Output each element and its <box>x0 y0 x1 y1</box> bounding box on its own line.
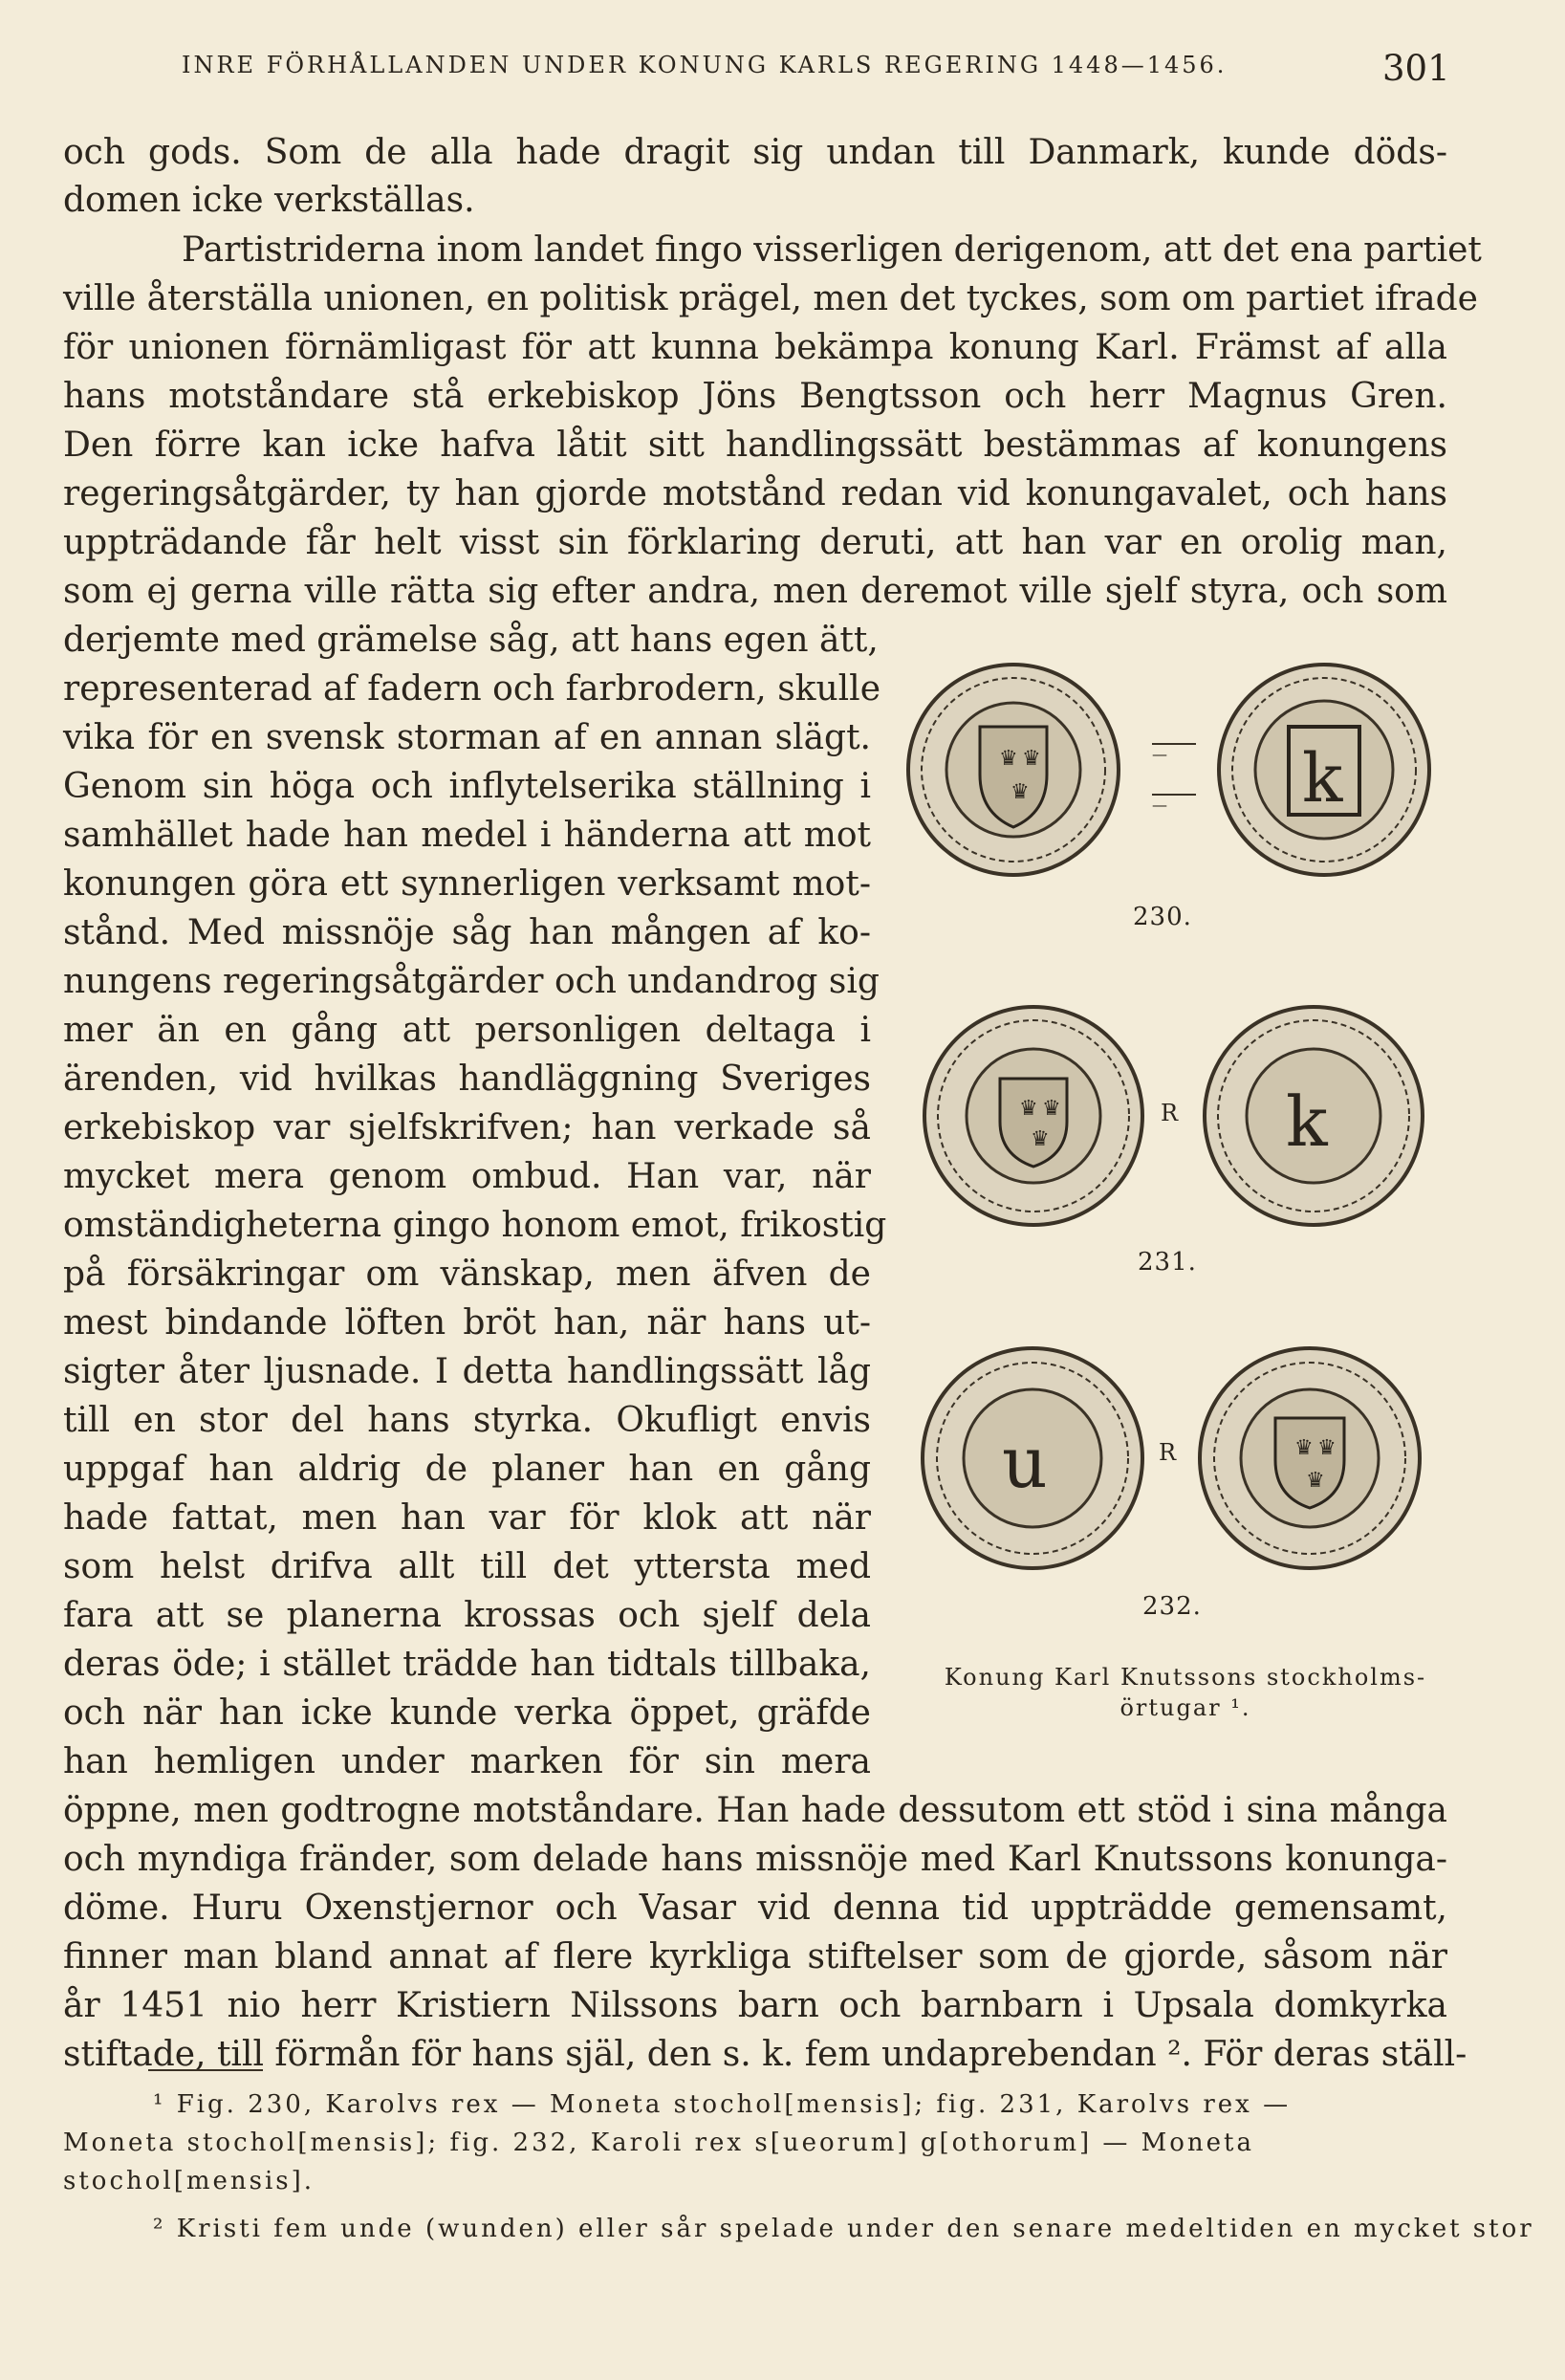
text-line: uppträdande får helt visst sin förklaring deruti, att han var en orolig man, <box>63 523 1447 562</box>
svg-text:♛: ♛ <box>999 747 1018 771</box>
svg-text:♛: ♛ <box>1317 1436 1337 1460</box>
text-line: derjemte med grämelse såg, att hans egen ätt, <box>63 621 879 660</box>
svg-text:k: k <box>1286 1081 1328 1162</box>
figure-dash: — <box>1152 794 1196 814</box>
figure-label-230: 230. <box>1133 903 1192 931</box>
footnote-2: ² Kristi fem unde (wunden) eller sår spelade under den senare medeltiden en mycket stor <box>153 2215 1534 2243</box>
text-line: hans motståndare stå erkebiskop Jöns Bengtsson och herr Magnus Gren. <box>63 377 1447 416</box>
text-line: mest bindande löften bröt han, när hans ut- <box>63 1303 871 1343</box>
figure-mark: R <box>1159 1439 1177 1466</box>
coin-230-reverse <box>1214 660 1434 880</box>
text-line: Den förre kan icke hafva låtit sitt handlingssätt bestämmas af konungens <box>63 426 1447 465</box>
text-line: mer än en gång att personligen deltaga i <box>63 1011 871 1050</box>
text-line: mycket mera genom ombud. Han var, när <box>63 1157 871 1196</box>
text-line: sigter åter ljusnade. I detta handlingssätt låg <box>63 1352 871 1391</box>
svg-text:k: k <box>1302 739 1343 818</box>
coin-230-obverse <box>903 660 1123 880</box>
text-line: för unionen förnämligast för att kunna bekämpa konung Karl. Främst af alla <box>63 328 1447 367</box>
text-line: fara att se planerna krossas och sjelf dela <box>63 1596 871 1635</box>
text-line: och myndiga fränder, som delade hans missnöje med Karl Knutssons konunga- <box>63 1840 1447 1879</box>
text-line: representerad af fadern och farbrodern, skulle <box>63 669 880 709</box>
svg-text:♛: ♛ <box>1011 780 1030 804</box>
text-line: öppne, men godtrogne motståndare. Han hade dessutom ett stöd i sina många <box>63 1791 1447 1830</box>
figure-label-231: 231. <box>1138 1248 1197 1277</box>
text-line: stiftade, till förmån för hans själ, den s. k. fem undaprebendan ². För deras ställ- <box>63 2035 1467 2074</box>
footnote-1: ¹ Fig. 230, Karolvs rex — Moneta stochol[mensis]; fig. 231, Karolvs rex — <box>153 2090 1292 2119</box>
figure-mark: R <box>1161 1100 1179 1126</box>
text-line: och när han icke kunde verka öppet, gräfde <box>63 1693 871 1733</box>
svg-text:♛: ♛ <box>1294 1436 1314 1460</box>
figure-dash: — <box>1152 743 1196 763</box>
figure-caption <box>918 1662 1453 1723</box>
text-line: vika för en svensk storman af en annan slägt. <box>63 718 871 757</box>
svg-text:♛: ♛ <box>1031 1127 1050 1151</box>
running-title: INRE FÖRHÅLLANDEN UNDER KONUNG KARLS REGERING 1448—1456. <box>182 52 1228 78</box>
text-line: år 1451 nio herr Kristiern Nilssons barn och barnbarn i Upsala domkyrka <box>63 1986 1447 2025</box>
text-line: samhället hade han medel i händerna att mot <box>63 816 871 855</box>
svg-text:♛: ♛ <box>1019 1097 1038 1121</box>
text-line: Partistriderna inom landet fingo visserligen derigenom, att det ena partiet <box>182 230 1482 270</box>
page-number: 301 <box>1382 48 1450 89</box>
figure-label-232: 232. <box>1142 1592 1202 1621</box>
text-line: domen icke verkställas. <box>63 181 475 220</box>
text-line: hade fattat, men han var för klok att när <box>63 1498 871 1538</box>
footnote-rule <box>148 2069 263 2071</box>
text-line: erkebiskop var sjelfskrifven; han verkade så <box>63 1108 871 1147</box>
text-line: som helst drifva allt till det yttersta med <box>63 1547 871 1586</box>
text-line: som ej gerna ville rätta sig efter andra, men deremot ville sjelf styra, och som <box>63 572 1447 611</box>
text-line: till en stor del hans styrka. Okufligt envis <box>63 1401 871 1440</box>
text-line: Genom sin höga och inflytelserika ställning i <box>63 767 871 806</box>
coin-232-obverse <box>918 1343 1147 1573</box>
text-line: regeringsåtgärder, ty han gjorde motstånd redan vid konungavalet, och hans <box>63 474 1447 513</box>
svg-text:♛: ♛ <box>1042 1097 1061 1121</box>
text-line: deras öde; i stället trädde han tidtals tillbaka, <box>63 1645 871 1684</box>
text-line: på försäkringar om vänskap, men äfven de <box>63 1255 871 1294</box>
coin-231-obverse <box>920 1002 1147 1230</box>
footnote-1-cont: Moneta stochol[mensis]; fig. 232, Karoli rex s[ueorum] g[othorum] — Moneta <box>63 2129 1255 2157</box>
text-line: uppgaf han aldrig de planer han en gång <box>63 1450 871 1489</box>
footnote-1-cont: stochol[mensis]. <box>63 2167 315 2195</box>
text-line: stånd. Med missnöje såg han mången af ko- <box>63 913 871 952</box>
caption-line: örtugar ¹. <box>1119 1694 1251 1721</box>
text-line: omständigheterna gingo honom emot, frikostig <box>63 1206 887 1245</box>
text-line: finner man bland annat af flere kyrkliga stiftelser som de gjorde, såsom när <box>63 1937 1447 1976</box>
text-line: ville återställa unionen, en politisk prägel, men det tyckes, som om partiet ifrade <box>63 279 1478 318</box>
caption-line: Konung Karl Knutssons stockholms- <box>944 1664 1427 1691</box>
text-line: han hemligen under marken för sin mera <box>63 1742 871 1781</box>
text-line: och gods. Som de alla hade dragit sig undan till Danmark, kunde döds- <box>63 133 1447 172</box>
svg-text:♛: ♛ <box>1306 1469 1325 1493</box>
svg-text:u: u <box>1002 1422 1048 1504</box>
coin-231-reverse <box>1200 1002 1427 1230</box>
text-line: konungen göra ett synnerligen verksamt mot- <box>63 864 871 904</box>
text-line: nungens regeringsåtgärder och undandrog sig <box>63 962 880 1001</box>
svg-text:♛: ♛ <box>1022 747 1041 771</box>
coin-232-reverse <box>1195 1343 1424 1573</box>
text-line: döme. Huru Oxenstjernor och Vasar vid denna tid uppträdde gemensamt, <box>63 1889 1447 1928</box>
text-line: ärenden, vid hvilkas handläggning Sveriges <box>63 1059 871 1099</box>
